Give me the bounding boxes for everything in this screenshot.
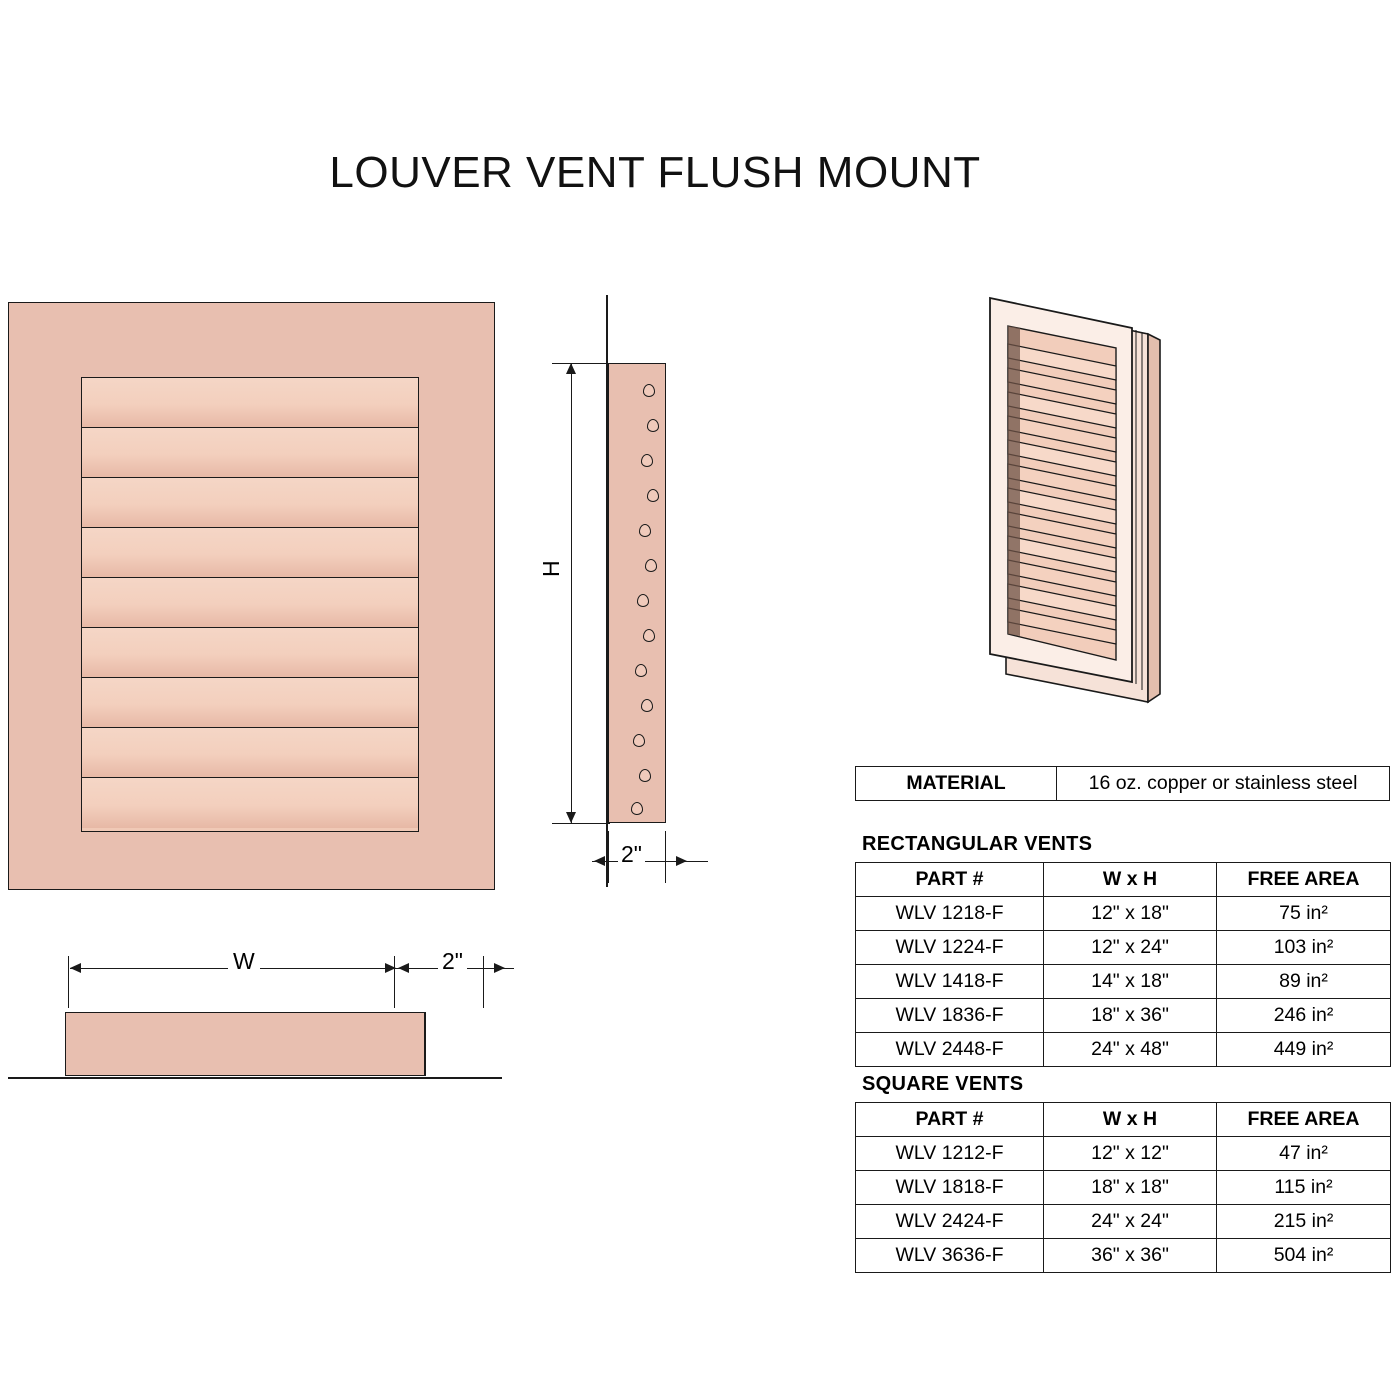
- plan-view-drawing: [0, 940, 560, 1110]
- table-header-row: [856, 1103, 1391, 1137]
- table-row: [856, 931, 1391, 965]
- cell-size: 18" x 18": [1044, 1171, 1217, 1205]
- cell-part: WLV 1218-F: [856, 897, 1044, 931]
- cell-size: 12" x 24": [1044, 931, 1217, 965]
- dimension-arrow-icon: [398, 963, 409, 973]
- cell-free-area: 246 in²: [1217, 999, 1391, 1033]
- width-dimension-label: W: [228, 948, 260, 975]
- fastener-hole-icon: [647, 489, 659, 502]
- cell-part: WLV 1836-F: [856, 999, 1044, 1033]
- cell-part: WLV 1818-F: [856, 1171, 1044, 1205]
- iso-side-face: [1148, 334, 1160, 702]
- cell-part: WLV 1224-F: [856, 931, 1044, 965]
- cell-size: 12" x 18": [1044, 897, 1217, 931]
- table-header-row: [856, 863, 1391, 897]
- cell-part: WLV 2448-F: [856, 1033, 1044, 1067]
- column-header-part: PART #: [856, 1103, 1044, 1137]
- column-header-size: W x H: [1044, 1103, 1217, 1137]
- vent-plan-lip: [424, 1012, 426, 1076]
- depth-dimension-line: [592, 861, 708, 862]
- page-title: LOUVER VENT FLUSH MOUNT: [329, 148, 981, 197]
- table-row: [856, 1171, 1391, 1205]
- louver-blade: [82, 428, 418, 478]
- louver-blade: [82, 378, 418, 428]
- louver-blade: [82, 528, 418, 578]
- cell-free-area: 115 in²: [1217, 1171, 1391, 1205]
- cell-free-area: 89 in²: [1217, 965, 1391, 999]
- square-vents-table: [855, 1102, 1391, 1273]
- table-row: [856, 999, 1391, 1033]
- height-dimension-line: [571, 363, 572, 823]
- fastener-hole-icon: [639, 769, 651, 782]
- louver-blade: [82, 478, 418, 528]
- side-depth-dimension-label: 2": [618, 841, 645, 868]
- dimension-extension-line: [552, 823, 610, 824]
- louver-blade: [82, 628, 418, 678]
- cell-free-area: 215 in²: [1217, 1205, 1391, 1239]
- rectangular-vents-table: [855, 862, 1391, 1067]
- column-header-part: PART #: [856, 863, 1044, 897]
- cell-free-area: 75 in²: [1217, 897, 1391, 931]
- cell-part: WLV 2424-F: [856, 1205, 1044, 1239]
- dimension-arrow-icon: [676, 856, 687, 866]
- isometric-vent-illustration: [950, 282, 1210, 712]
- dimension-arrow-icon: [566, 812, 576, 823]
- material-value: 16 oz. copper or stainless steel: [1057, 767, 1390, 801]
- dimension-extension-line: [608, 831, 609, 883]
- dimension-extension-line: [68, 956, 69, 1008]
- plan-depth-dimension-label: 2": [438, 948, 467, 975]
- column-header-free-area: FREE AREA: [1217, 1103, 1391, 1137]
- height-dimension-label: H: [538, 560, 564, 577]
- louver-blade-group: [81, 377, 419, 832]
- cell-size: 12" x 12": [1044, 1137, 1217, 1171]
- material-table: [855, 766, 1390, 801]
- cell-size: 24" x 48": [1044, 1033, 1217, 1067]
- dimension-arrow-icon: [594, 856, 605, 866]
- louver-blade: [82, 578, 418, 628]
- table-row: [856, 1033, 1391, 1067]
- cell-size: 18" x 36": [1044, 999, 1217, 1033]
- fastener-hole-icon: [631, 802, 643, 815]
- cell-size: 24" x 24": [1044, 1205, 1217, 1239]
- dimension-arrow-icon: [566, 363, 576, 374]
- table-row: [856, 965, 1391, 999]
- column-header-free-area: FREE AREA: [1217, 863, 1391, 897]
- cell-part: WLV 3636-F: [856, 1239, 1044, 1273]
- fastener-hole-icon: [637, 594, 649, 607]
- cell-size: 14" x 18": [1044, 965, 1217, 999]
- cell-free-area: 103 in²: [1217, 931, 1391, 965]
- cell-free-area: 449 in²: [1217, 1033, 1391, 1067]
- ground-reference-line: [8, 1077, 502, 1079]
- column-header-size: W x H: [1044, 863, 1217, 897]
- side-section-drawing: [530, 295, 730, 895]
- dimension-arrow-icon: [70, 963, 81, 973]
- rectangular-vents-heading: RECTANGULAR VENTS: [862, 833, 1093, 855]
- table-row: [856, 897, 1391, 931]
- fastener-hole-icon: [645, 559, 657, 572]
- dimension-extension-line: [552, 363, 610, 364]
- fastener-hole-icon: [639, 524, 651, 537]
- louver-blade: [82, 678, 418, 728]
- vent-plan-body: [65, 1012, 425, 1076]
- fastener-hole-icon: [635, 664, 647, 677]
- front-elevation-drawing: [8, 302, 495, 890]
- louver-blade: [82, 728, 418, 778]
- fastener-hole-icon: [643, 384, 655, 397]
- fastener-hole-icon: [641, 699, 653, 712]
- isometric-view-drawing: [950, 282, 1210, 712]
- table-row: [856, 1205, 1391, 1239]
- table-row: [856, 1137, 1391, 1171]
- dimension-arrow-icon: [494, 963, 505, 973]
- fastener-hole-icon: [647, 419, 659, 432]
- cell-part: WLV 1212-F: [856, 1137, 1044, 1171]
- iso-opening-shadow: [1008, 326, 1020, 636]
- table-row: [856, 767, 1390, 801]
- table-row: [856, 1239, 1391, 1273]
- dimension-arrow-icon: [385, 963, 396, 973]
- cell-size: 36" x 36": [1044, 1239, 1217, 1273]
- square-vents-heading: SQUARE VENTS: [862, 1073, 1024, 1095]
- fastener-hole-icon: [643, 629, 655, 642]
- dimension-extension-line: [665, 831, 666, 883]
- cell-part: WLV 1418-F: [856, 965, 1044, 999]
- fastener-hole-icon: [633, 734, 645, 747]
- cell-free-area: 47 in²: [1217, 1137, 1391, 1171]
- louver-blade: [82, 778, 418, 828]
- cell-free-area: 504 in²: [1217, 1239, 1391, 1273]
- vent-flange-profile: [608, 363, 666, 823]
- dimension-extension-line: [483, 956, 484, 1008]
- fastener-hole-icon: [641, 454, 653, 467]
- material-label: MATERIAL: [856, 767, 1057, 801]
